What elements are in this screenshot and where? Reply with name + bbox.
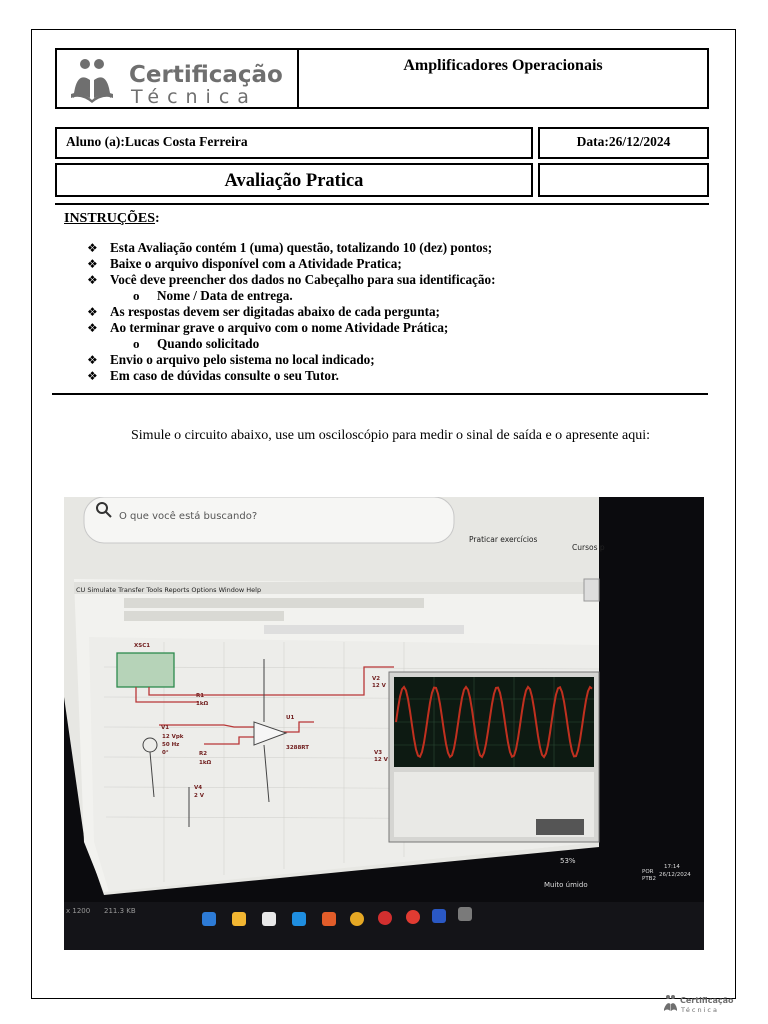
logo-word-tecnica: Técnica (131, 86, 257, 107)
menu-bar: CU Simulate Transfer Tools Reports Options Window Help (76, 586, 262, 594)
v2-value: 12 V (372, 683, 386, 689)
u1-label: U1 (286, 715, 295, 721)
courses-link: Cursos p (572, 543, 605, 552)
taskbar (64, 902, 704, 950)
v4-value: 2 V (194, 793, 204, 799)
zoom-level: 53% (560, 857, 576, 865)
circle-bullet-icon: o (133, 288, 140, 303)
u1-part: 3288RT (286, 745, 310, 751)
instructions-heading: INSTRUÇÕES: (64, 211, 160, 226)
xsc-label: XSC1 (134, 643, 151, 649)
certificacao-logo (57, 50, 297, 107)
lang-indicator-2: PTB2 (642, 876, 656, 882)
divider-bottom (52, 393, 708, 395)
r2-value: 1kΩ (199, 760, 212, 766)
circuit-photo (64, 497, 704, 950)
evaluation-title: Avaliação Pratica (224, 171, 364, 191)
status-size: x 1200 (66, 907, 91, 915)
status-file: 211.3 KB (104, 907, 136, 915)
list-item: ❖ Esta Avaliação contém 1 (uma) questão, totalizando 10 (dez) pontos; (87, 240, 493, 255)
footer-logo (662, 993, 736, 1015)
weather-text: Muito úmido (544, 881, 588, 889)
course-title-box (297, 48, 709, 109)
list-subitem: o Nome / Data de entrega. (133, 288, 293, 303)
v1-frequency: 50 Hz (162, 742, 180, 748)
list-item: ❖ Em caso de dúvidas consulte o seu Tutor. (87, 368, 339, 383)
diamond-bullet-icon: ❖ (87, 369, 98, 383)
practice-link: Praticar exercícios (469, 535, 538, 544)
logo-word-certificacao: Certificação (129, 62, 283, 88)
exam-date: Data:26/12/2024 (576, 134, 671, 149)
list-subitem: o Quando solicitado (133, 336, 260, 351)
search-placeholder: O que você está buscando? (119, 511, 258, 522)
student-box (55, 127, 533, 159)
diamond-bullet-icon: ❖ (87, 241, 98, 255)
clock-date: 26/12/2024 (659, 872, 691, 878)
v1-value: 12 Vpk (162, 734, 184, 740)
footer-logo-word2: Técnica (681, 1006, 719, 1014)
diamond-bullet-icon: ❖ (87, 305, 98, 319)
logo-box (55, 48, 299, 109)
v1-phase: 0° (162, 750, 169, 756)
list-item: ❖ Você deve preencher dos dados no Cabeçalho para sua identificação: (87, 272, 496, 287)
clock-time: 17:14 (664, 864, 680, 870)
v2-label: V2 (372, 676, 381, 682)
r1-label: R1 (196, 693, 205, 699)
instructions-list (87, 240, 496, 384)
date-box (538, 127, 709, 159)
diamond-bullet-icon: ❖ (87, 273, 98, 287)
r2-label: R2 (199, 751, 208, 757)
lang-indicator: POR (642, 869, 654, 875)
divider-top (55, 203, 709, 205)
list-item: ❖ Envio o arquivo pelo sistema no local indicado; (87, 352, 375, 367)
r1-value: 1kΩ (196, 701, 209, 707)
list-item: ❖ Ao terminar grave o arquivo com o nome Atividade Prática; (87, 320, 449, 335)
diamond-bullet-icon: ❖ (87, 353, 98, 367)
list-item: ❖ Baixe o arquivo disponível com a Atividade Pratica; (87, 256, 402, 271)
question-text: Simule o circuito abaixo, use um osciloscópio para medir o sinal de saída e o apresente aqui: (131, 428, 651, 443)
grade-box (538, 163, 709, 197)
diamond-bullet-icon: ❖ (87, 257, 98, 271)
list-item: ❖ As respostas devem ser digitadas abaixo de cada pergunta; (87, 304, 440, 319)
circle-bullet-icon: o (133, 336, 140, 351)
course-title: Amplificadores Operacionais (403, 57, 603, 74)
v1-label: V1 (161, 725, 170, 731)
reading-people-icon (71, 59, 113, 103)
student-name: Aluno (a):Lucas Costa Ferreira (66, 134, 248, 149)
v3-label: V3 (374, 750, 383, 756)
v3-value: 12 V (374, 757, 388, 763)
evaluation-box (55, 163, 533, 197)
v4-label: V4 (194, 785, 203, 791)
footer-logo-word1: Certificação (680, 996, 734, 1005)
diamond-bullet-icon: ❖ (87, 321, 98, 335)
reading-people-icon (664, 995, 677, 1011)
